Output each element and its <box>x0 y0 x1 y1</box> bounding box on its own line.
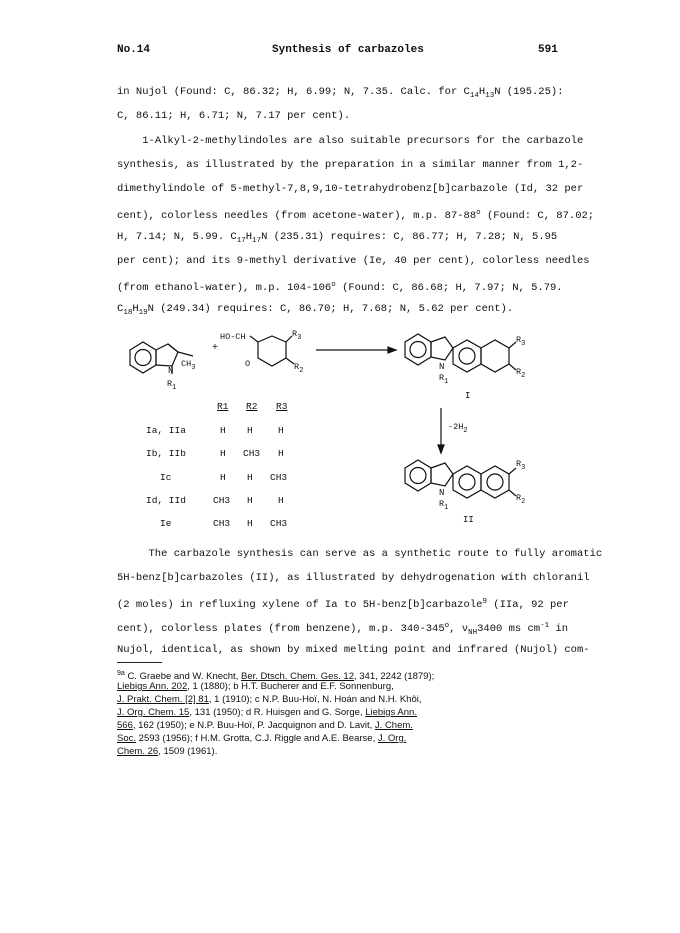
indole-structure <box>130 342 196 374</box>
body-line-13: (2 moles) in refluxing xylene of Ia to 5H-benz[b]carbazole$^9$ (IIa, 92 per <box>117 598 569 611</box>
product-I-r2-label: $R_2$ <box>516 367 526 380</box>
running-title: Synthesis of carbazoles <box>272 44 424 56</box>
table-header-r3: R3 <box>276 401 288 412</box>
product-II-structure <box>405 460 516 498</box>
footnote-rule <box>117 662 162 663</box>
body-line-14: cent), colorless plates (from benzene), m.p. 340-345$^o$, $\nu_{NH}3400$ ms $cm^{-1}$ in <box>117 622 569 637</box>
footnote-line-6: Soc. 2593 (1956); f H.M. Grotta, C.J. Riggle and A.E. Bearse, J. Org. <box>117 733 407 744</box>
table-cell: CH3 <box>213 495 231 506</box>
table-row-label: Ie <box>160 518 172 529</box>
indole-n-label: N <box>168 366 174 376</box>
page-number: 591 <box>538 44 558 56</box>
product-II-r2-label: $R_2$ <box>516 493 526 506</box>
table-cell: H <box>278 425 284 436</box>
table-row-label: Id, IId <box>146 495 186 506</box>
footnote-line-1: $^{9a}$ C. Graebe and W. Knecht, Ber. Dtsch. Chem. Ges. 12, 341, 2242 (1879); <box>117 670 435 683</box>
footnote-line-7: Chem. 26, 1509 (1961). <box>117 746 218 757</box>
ketone-r3-label: $R_3$ <box>292 329 302 342</box>
table-cell: H <box>220 472 226 483</box>
body-line-7: H, 7.14; N, 5.99. $C_{17}H_{17}N$ (235.31) requires: C, 86.77; H, 7.28; N, 5.95 <box>117 231 558 245</box>
footnote-line-5: 566, 162 (1950); e N.P. Buu-Hoï, P. Jacquignon and D. Lavit, J. Chem. <box>117 720 413 731</box>
table-cell: CH3 <box>243 448 261 459</box>
footnote-line-4: J. Org. Chem. 15, 131 (1950); d R. Huisgen and G. Sorge, Liebigs Ann. <box>117 707 417 718</box>
footnote-line-2: Liebigs Ann. 202, 1 (1880); b H.T. Bucherer and E.F. Sonnenburg, <box>117 681 394 692</box>
table-cell: H <box>247 472 253 483</box>
table-cell: H <box>220 425 226 436</box>
body-line-8: per cent); and its 9-methyl derivative (Ie, 40 per cent), colorless needles <box>117 255 590 267</box>
body-line-4: synthesis, as illustrated by the preparation in a similar manner from 1,2- <box>117 159 584 171</box>
table-row-label: Ia, IIa <box>146 425 186 436</box>
table-cell: H <box>247 495 253 506</box>
dehydrogenation-label: $-2H_2$ <box>448 422 468 435</box>
table-row-label: Ib, IIb <box>146 448 186 459</box>
body-line-9: (from ethanol-water), m.p. 104-106$^o$ (Found: C, 86.68; H, 7.97; N, 5.79. <box>117 281 563 294</box>
body-line-15: Nujol, identical, as shown by mixed melting point and infrared (Nujol) com- <box>117 644 590 656</box>
body-line-11: The carbazole synthesis can serve as a synthetic route to fully aromatic <box>117 548 603 560</box>
body-line-2: C, 86.11; H, 6.71; N, 7.17 per cent). <box>117 110 351 122</box>
table-cell: CH3 <box>213 518 231 529</box>
body-line-10: $C_{18}H_{19}N$ (249.34) requires: C, 86.70; H, 7.68; N, 5.62 per cent). <box>117 303 514 317</box>
indole-ch3-label: $CH_3$ <box>181 359 196 372</box>
table-cell: CH3 <box>270 472 288 483</box>
ketone-r2-label: $R_2$ <box>294 362 304 375</box>
reaction-scheme <box>0 320 680 530</box>
table-cell: H <box>247 425 253 436</box>
table-cell: H <box>278 495 284 506</box>
table-cell: H <box>278 448 284 459</box>
product-II-r3-label: $R_3$ <box>516 459 526 472</box>
hydroxymethyl-label: HO-CH <box>220 332 246 342</box>
product-I-r3-label: $R_3$ <box>516 335 526 348</box>
product-I-r1-label: $R_1$ <box>439 373 449 386</box>
product-I-structure <box>405 334 516 372</box>
body-line-3: 1-Alkyl-2-methylindoles are also suitable precursors for the carbazole <box>142 135 584 147</box>
body-line-1: in Nujol (Found: C, 86.32; H, 6.99; N, 7.35. Calc. for $C_{14}H_{13}N$ (195.25): <box>117 86 564 100</box>
table-cell: CH3 <box>270 518 288 529</box>
indole-r1-label: $R_1$ <box>167 379 177 392</box>
table-cell: H <box>220 448 226 459</box>
body-line-6: cent), colorless needles (from acetone-water), m.p. 87-88$^o$ (Found: C, 87.02; <box>117 209 595 222</box>
issue-number: No.14 <box>117 44 151 56</box>
dehydrogenation-arrow <box>438 408 444 453</box>
table-cell: H <box>247 518 253 529</box>
product-II-n-label: N <box>439 488 445 498</box>
reaction-arrow <box>316 347 396 353</box>
body-line-5: dimethylindole of 5-methyl-7,8,9,10-tetrahydrobenz[b]carbazole (Id, 32 per <box>117 183 584 195</box>
compound-I-label: I <box>465 391 471 401</box>
body-line-12: 5H-benz[b]carbazoles (II), as illustrated by dehydrogenation with chloranil <box>117 572 590 584</box>
cyclohexanone-structure <box>250 336 294 366</box>
carbonyl-o-label: O <box>245 359 251 369</box>
footnote-line-3: J. Prakt. Chem. [2] 81, 1 (1910); c N.P. Buu-Hoï, N. Hoán and N.H. Khôi, <box>117 694 422 705</box>
product-I-n-label: N <box>439 362 445 372</box>
table-row-label: Ic <box>160 472 172 483</box>
product-II-r1-label: $R_1$ <box>439 499 449 512</box>
table-header-r1: R1 <box>217 401 229 412</box>
compound-II-label: II <box>463 515 474 525</box>
table-header-r2: R2 <box>246 401 258 412</box>
plus-sign: + <box>212 343 219 354</box>
